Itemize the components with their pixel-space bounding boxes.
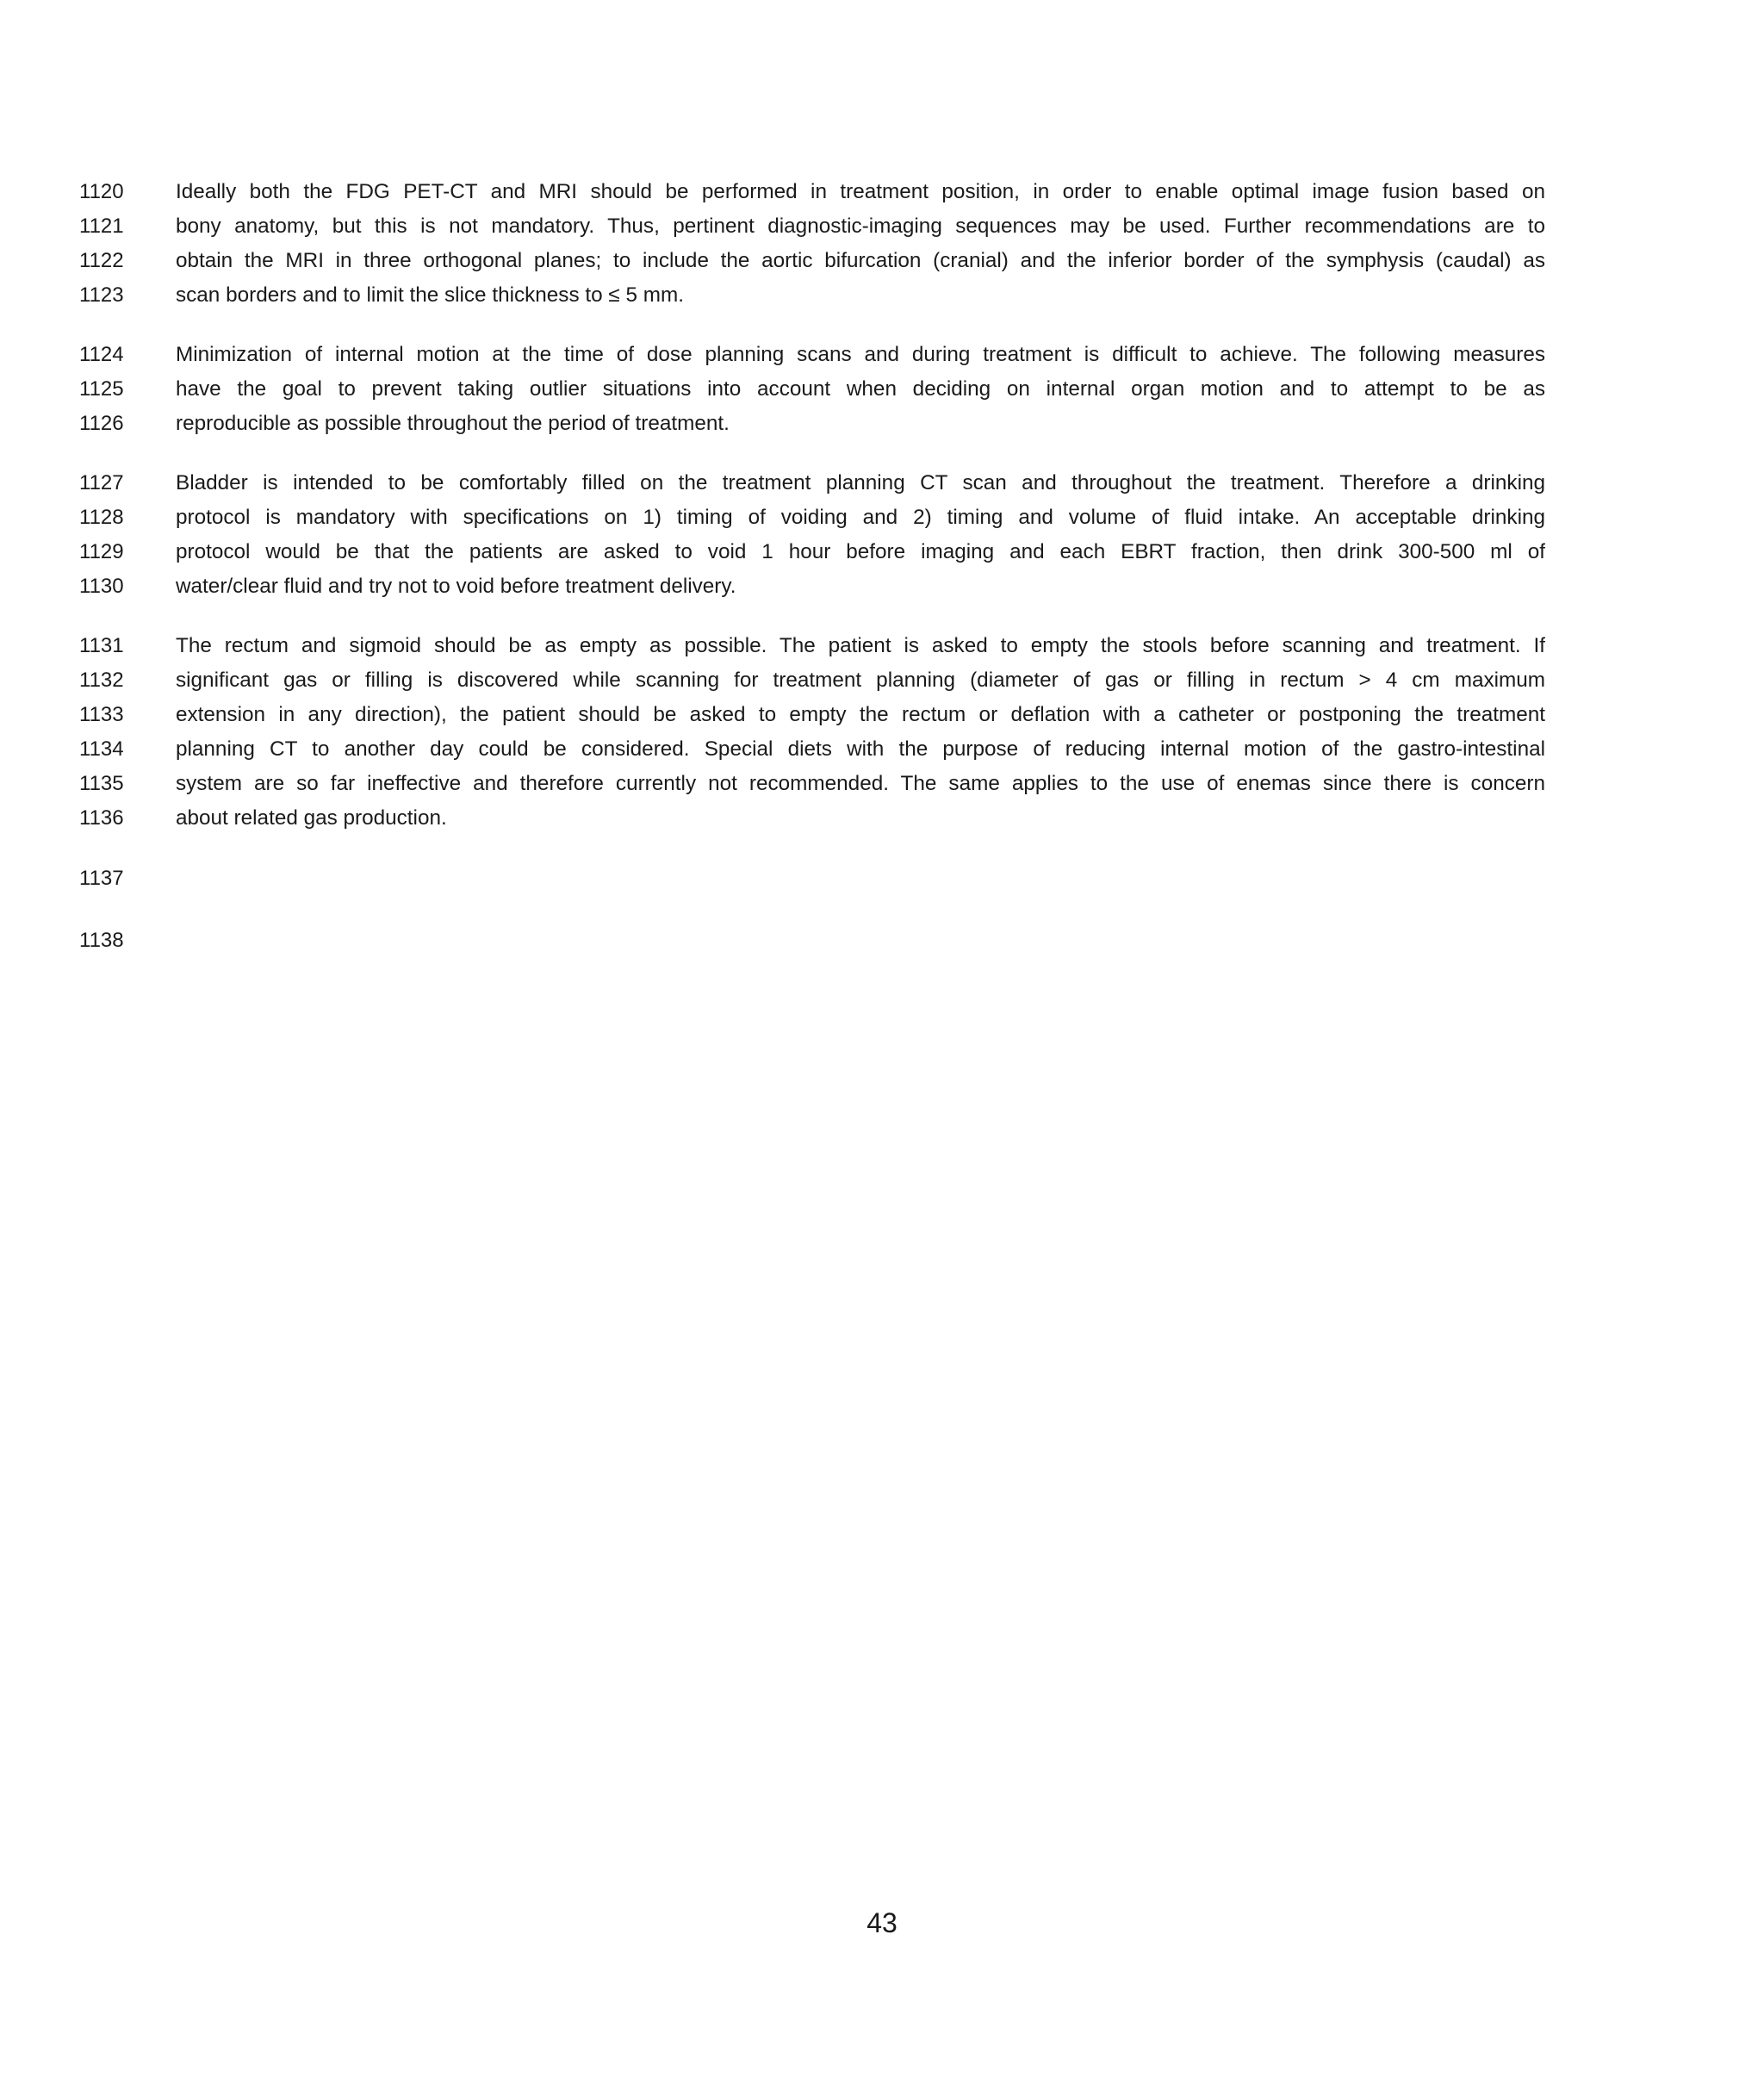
- text-line: [0, 767, 1764, 801]
- line-text: significant gas or filling is discovered while scanning for treatment planning (diameter of gas or filling in rectum > 4 cm maximum: [176, 669, 1545, 692]
- text-line: [0, 278, 1764, 313]
- text-line: [0, 244, 1764, 278]
- text-line: [0, 629, 1764, 663]
- line-text: planning CT to another day could be considered. Special diets with the purpose of reducing internal motion of the gastro-intestinal: [176, 737, 1545, 761]
- text-line: [0, 338, 1764, 372]
- empty-line: [0, 861, 1764, 896]
- text-line: [0, 535, 1764, 569]
- line-number: 1129: [79, 540, 124, 563]
- line-number: 1133: [79, 703, 124, 726]
- line-number: 1137: [79, 867, 124, 890]
- line-text: water/clear fluid and try not to void before treatment delivery.: [176, 575, 736, 598]
- line-number: 1124: [79, 343, 124, 366]
- line-text: Bladder is intended to be comfortably filled on the treatment planning CT scan and throughout the treatment. Therefore a drinking: [176, 471, 1545, 494]
- line-number: 1121: [79, 215, 124, 238]
- line-text: obtain the MRI in three orthogonal planes; to include the aortic bifurcation (cranial) and the inferior border of the symphysis (caudal) as: [176, 249, 1545, 272]
- empty-line: [0, 924, 1764, 958]
- line-number: 1135: [79, 772, 124, 795]
- line-text: extension in any direction), the patient should be asked to empty the rectum or deflation with a catheter or postponing the treatment: [176, 703, 1545, 726]
- line-number: 1130: [79, 575, 124, 598]
- text-line: [0, 501, 1764, 535]
- line-number: 1123: [79, 283, 124, 307]
- line-number: 1136: [79, 806, 124, 830]
- line-text: bony anatomy, but this is not mandatory. Thus, pertinent diagnostic-imaging sequences may be used. Further recommendations are to: [176, 215, 1545, 238]
- line-number: 1125: [79, 377, 124, 401]
- line-text: reproducible as possible throughout the period of treatment.: [176, 412, 730, 435]
- text-line: [0, 407, 1764, 441]
- text-line: [0, 663, 1764, 698]
- line-number: 1138: [79, 929, 124, 952]
- text-line: [0, 732, 1764, 767]
- page-number: 43: [866, 1907, 898, 1938]
- line-text: system are so far ineffective and therefore currently not recommended. The same applies to the use of enemas since there is concern: [176, 772, 1545, 795]
- line-number: 1131: [79, 634, 124, 657]
- line-text: The rectum and sigmoid should be as empty as possible. The patient is asked to empty the stools before scanning and treatment. If: [176, 634, 1545, 657]
- line-number: 1134: [79, 737, 124, 761]
- text-line: [0, 209, 1764, 244]
- text-line: [0, 175, 1764, 209]
- text-line: [0, 466, 1764, 501]
- line-text: about related gas production.: [176, 806, 447, 830]
- text-line: [0, 372, 1764, 407]
- line-number: 1132: [79, 669, 124, 692]
- line-text: Ideally both the FDG PET-CT and MRI should be performed in treatment position, in order to enable optimal image fusion based on: [176, 180, 1545, 203]
- line-text: Minimization of internal motion at the time of dose planning scans and during treatment is difficult to achieve. The following measures: [176, 343, 1545, 366]
- line-text: scan borders and to limit the slice thickness to ≤ 5 mm.: [176, 283, 684, 307]
- line-number: 1122: [79, 249, 124, 272]
- text-line: [0, 698, 1764, 732]
- line-text: protocol is mandatory with specifications on 1) timing of voiding and 2) timing and volume of fluid intake. An acceptable drinking: [176, 506, 1545, 529]
- line-number: 1128: [79, 506, 124, 529]
- line-text: have the goal to prevent taking outlier situations into account when deciding on internal organ motion and to attempt to be as: [176, 377, 1545, 401]
- line-number: 1126: [79, 412, 124, 435]
- text-line: [0, 569, 1764, 604]
- line-text: protocol would be that the patients are asked to void 1 hour before imaging and each EBRT fraction, then drink 300-500 ml of: [176, 540, 1545, 563]
- line-number: 1120: [79, 180, 124, 203]
- line-number: 1127: [79, 471, 124, 494]
- text-line: [0, 801, 1764, 836]
